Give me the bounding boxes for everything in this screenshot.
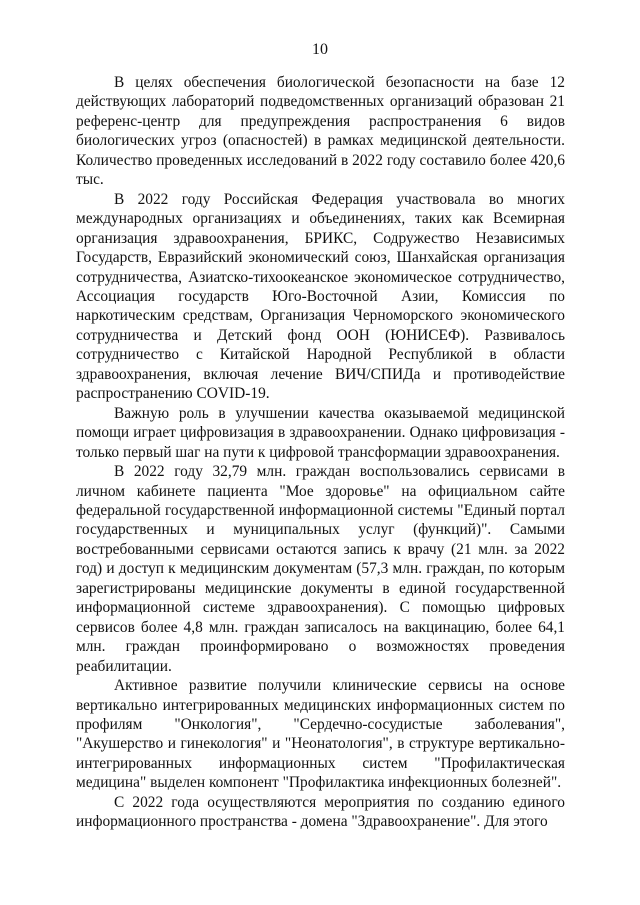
paragraph-international-cooperation: В 2022 году Российская Федерация участвовала во многих международных организациях и объединениях, таких как Всемирная организация здравоохранения, БРИКС, Содружество Независимых Государств, Евразийский экономический союз, Шанхайская организация сотрудничества, Азиатско-тихоокеанское экономическое сотрудничество, Ассоциация государств Юго-Восточной Азии, Комиссия по наркотическим средствам, Организация Черноморского экономического сотрудничества и Детский фонд ООН (ЮНИСЕФ). Развивалось сотрудничество с Китайской Народной Республикой в области здравоохранения, включая лечение ВИЧ/СПИДа и противодействие распространению COVID-19.	[76, 190, 565, 403]
paragraph-digitalization: Важную роль в улучшении качества оказываемой медицинской помощи играет цифровизация в здравоохранении. Однако цифровизация - только первый шаг на пути к цифровой трансформации здравоохранения.	[76, 404, 565, 461]
page-number: 10	[312, 41, 328, 58]
paragraph-patient-services: В 2022 году 32,79 млн. граждан воспользовались сервисами в личном кабинете пациента "Мое здоровье" на официальном сайте федеральной государственной информационной системы "Единый портал государственных и муниципальных услуг (функций)". Самыми востребованными сервисами остаются запись к врачу (21 млн. за 2022 год) и доступ к медицинским документам (57,3 млн. граждан, по которым зарегистрированы медицинские документы в единой государственной информационной системе здравоохранения). С помощью цифровых сервисов более 4,8 млн. граждан записалось на вакцинацию, более 64,1 млн. граждан проинформировано о возможностях проведения реабилитации.	[76, 463, 565, 675]
paragraph-health-domain: С 2022 года осуществляются мероприятия по созданию единого информационного пространства - домена "Здравоохранение". Для этого	[76, 793, 565, 831]
body-text	[76, 73, 565, 832]
paragraph-clinical-services: Активное развитие получили клинические сервисы на основе вертикально интегрированных медицинских информационных систем по профилям "Онкология", "Сердечно-сосудистые заболевания", "Акушерство и гинекология" и "Неонатология", в структуре вертикально-интегрированных информационных систем "Профилактическая медицина" выделен компонент "Профилактика инфекционных болезней".	[76, 677, 565, 792]
paragraph-biosafety: В целях обеспечения биологической безопасности на базе 12 действующих лабораторий подведомственных организаций образован 21 референс-центр для предупреждения распространения 6 видов биологических угроз (опасностей) в рамках медицинской деятельности. Количество проведенных исследований в 2022 году составило более 420,6 тыс.	[76, 74, 565, 189]
